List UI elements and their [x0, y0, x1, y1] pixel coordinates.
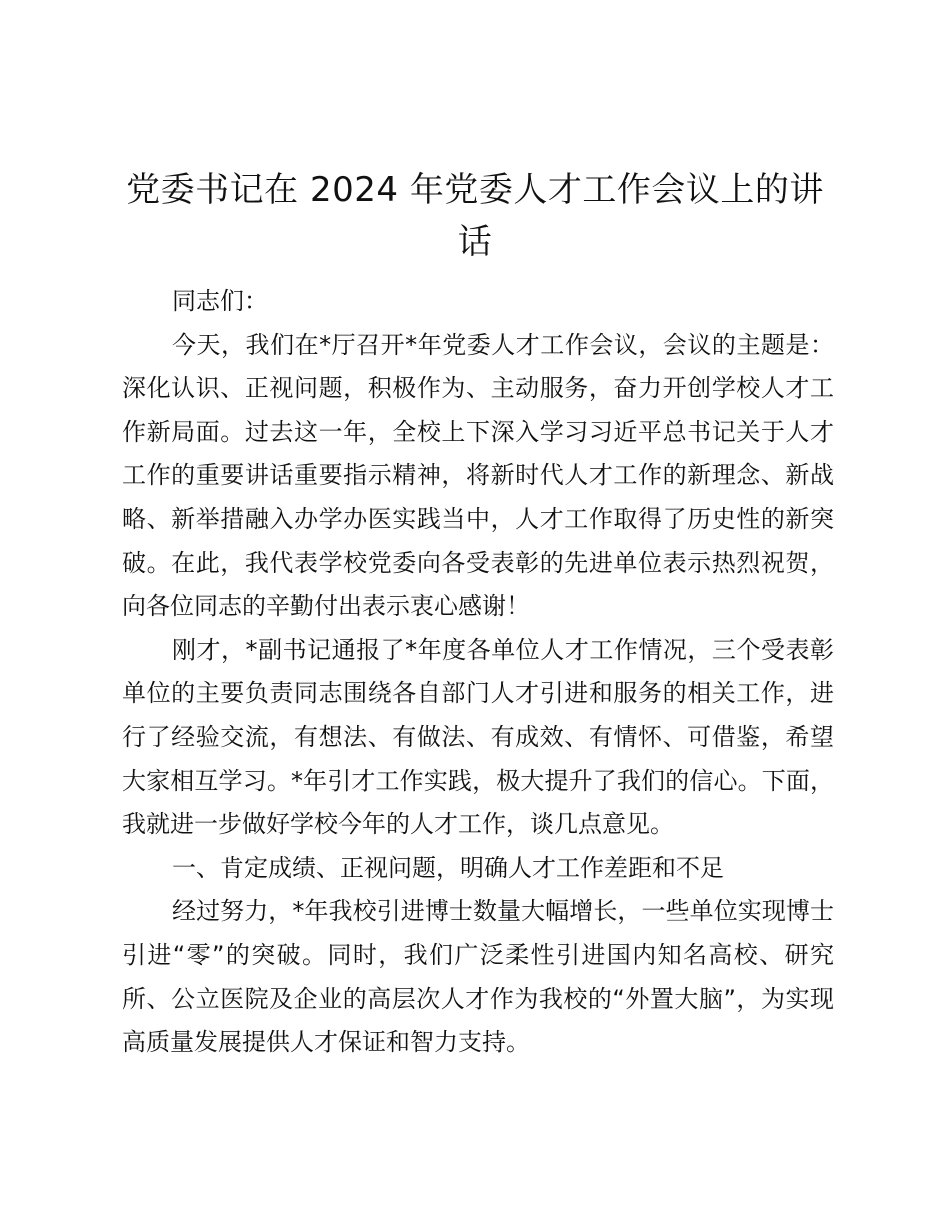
- document-body: [122, 280, 834, 1065]
- paragraph: 刚才，*副书记通报了*年度各单位人才工作情况，三个受表彰单位的主要负责同志围绕各自部门人才引进和服务的相关工作，进行了经验交流，有想法、有做法、有成效、有情怀、可借鉴，希望大家相互学习。*年引才工作实践，极大提升了我们的信心。下面，我就进一步做好学校今年的人才工作，谈几点意见。: [122, 635, 834, 839]
- paragraph: 今天，我们在*厅召开*年党委人才工作会议，会议的主题是：深化认识、正视问题，积极作为、主动服务，奋力开创学校人才工作新局面。过去这一年，全校上下深入学习习近平总书记关于人才工作的重要讲话重要指示精神，将新时代人才工作的新理念、新战略、新举措融入办学办医实践当中，人才工作取得了历史性的新突破。在此，我代表学校党委向各受表彰的先进单位表示热烈祝贺，向各位同志的辛勤付出表示衷心感谢！: [122, 330, 834, 621]
- document-title: 党委书记在 2024 年党委人才工作会议上的讲话: [126, 170, 824, 262]
- paragraph: 经过努力，*年我校引进博士数量大幅增长，一些单位实现博士引进“零”的突破。同时，我们广泛柔性引进国内知名高校、研究所、公立医院及企业的高层次人才作为我校的“外置大脑”，为实现高质量发展提供人才保证和智力支持。: [122, 897, 834, 1057]
- section-heading: 一、肯定成绩、正视问题，明确人才工作差距和不足: [172, 853, 724, 882]
- salutation: 同志们：: [172, 287, 268, 315]
